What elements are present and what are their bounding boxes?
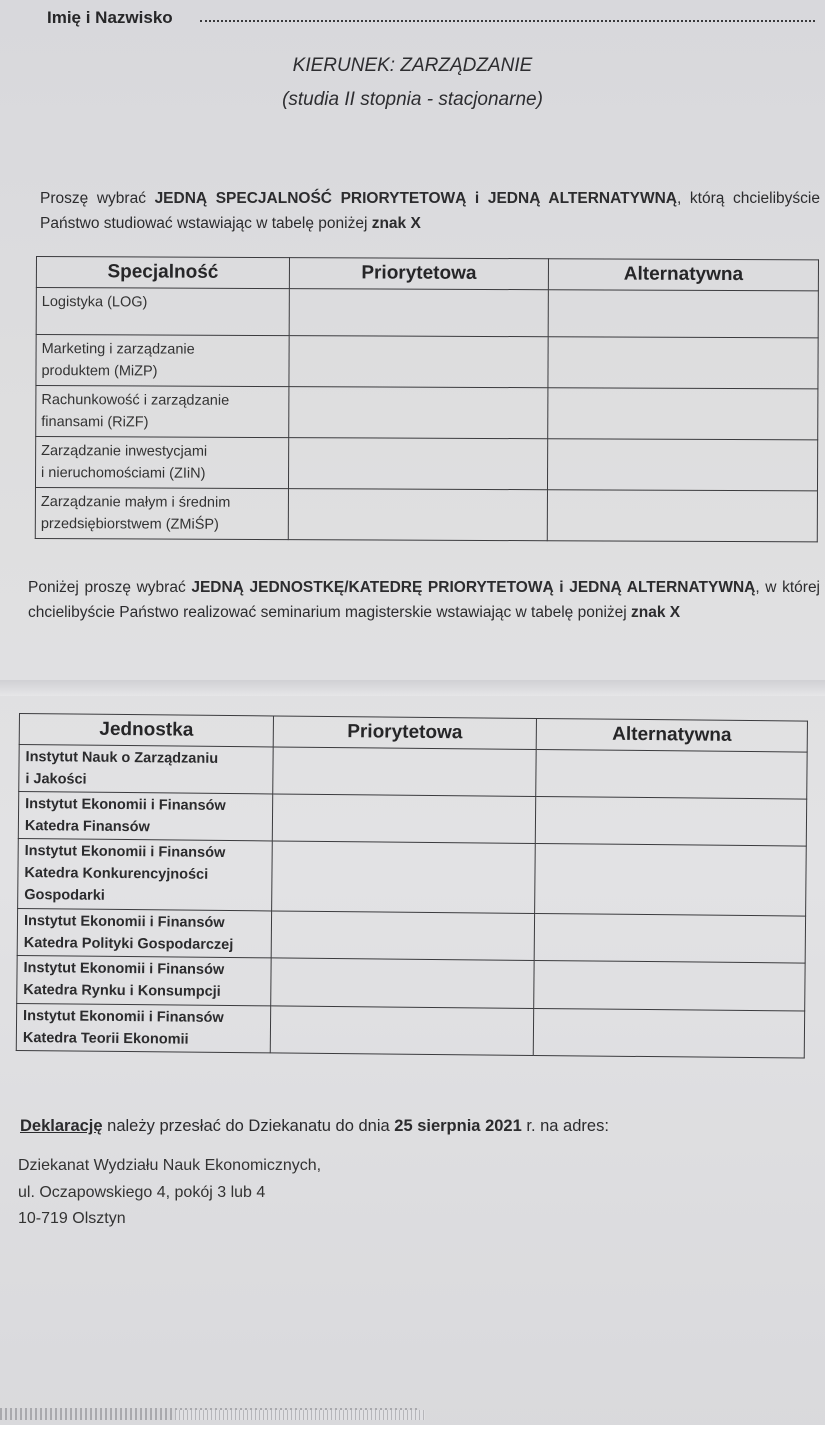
cell-line: produktem (MiZP) — [41, 363, 158, 380]
declaration-text: r. na adres: — [521, 1117, 609, 1135]
cell-line: Instytut Ekonomii i Finansów — [23, 1008, 224, 1026]
table-row — [18, 838, 807, 916]
header-unit: Jednostka — [19, 714, 273, 747]
specialty-name — [36, 386, 289, 438]
declaration-text: należy przesłać do Dziekanatu do dnia — [102, 1117, 395, 1135]
instruction-bold: znak X — [631, 604, 681, 621]
instruction-unit — [28, 575, 820, 625]
cell-line: Katedra Rynku i Konsumpcji — [23, 982, 221, 1000]
unit-name — [18, 792, 272, 841]
name-dotted-line — [200, 20, 815, 22]
priority-cell[interactable] — [272, 841, 536, 914]
table-row — [36, 335, 818, 389]
alternative-cell[interactable] — [548, 337, 818, 389]
cell-line: Katedra Finansów — [24, 818, 150, 836]
unit-name — [18, 838, 273, 910]
table-row — [17, 955, 805, 1011]
instruction-text: , którą chcielibyście Państwo studiować wstawiając w tabelę poniżej — [40, 190, 820, 232]
priority-cell[interactable] — [289, 336, 548, 388]
cell-line: przedsiębiorstwem (ZMiŚP) — [40, 516, 219, 533]
specialty-name — [36, 288, 289, 336]
torn-edge — [175, 1410, 425, 1420]
cell-line: Katedra Teorii Ekonomii — [22, 1030, 189, 1048]
cell-line: Marketing i zarządzanie — [41, 341, 195, 358]
instruction-specialty — [40, 186, 820, 236]
cell-line: Zarządzanie małym i średnim — [40, 494, 231, 511]
priority-cell[interactable] — [271, 958, 534, 1009]
header-specialty: Specjalność — [36, 257, 289, 289]
document-subtitle: (studia II stopnia - stacjonarne) — [282, 89, 543, 110]
header-alternative: Alternatywna — [548, 259, 818, 291]
cell-line: Instytut Nauk o Zarządzaniu — [25, 749, 219, 767]
instruction-bold: JEDNĄ SPECJALNOŚĆ PRIORYTETOWĄ i JEDNĄ ALTERNATYWNĄ — [154, 190, 677, 207]
address-line: 10-719 Olsztyn — [18, 1210, 126, 1227]
cell-line: i nieruchomościami (ZIiN) — [41, 465, 206, 482]
alternative-cell[interactable] — [548, 388, 818, 440]
instruction-text: Proszę wybrać — [40, 190, 155, 207]
cell-line: Instytut Ekonomii i Finansów — [23, 913, 225, 931]
header-priority: Priorytetowa — [289, 258, 548, 290]
specialty-name — [36, 335, 289, 387]
priority-cell[interactable] — [273, 747, 536, 797]
alternative-cell[interactable] — [548, 290, 818, 338]
unit-name — [19, 745, 273, 794]
cell-line: Instytut Ekonomii i Finansów — [24, 843, 226, 861]
table-row — [16, 1003, 804, 1058]
cell-line: finansami (RiZF) — [41, 414, 149, 431]
address-line: ul. Oczapowskiego 4, pokój 3 lub 4 — [18, 1184, 266, 1201]
unit-name — [17, 908, 271, 957]
deadline-date: 25 sierpnia 2021 — [394, 1117, 522, 1135]
header-priority: Priorytetowa — [273, 716, 536, 750]
instruction-bold: JEDNĄ JEDNOSTKĘ/KATEDRĘ PRIORYTETOWĄ i JEDNĄ ALTERNATYWNĄ — [191, 579, 756, 596]
instruction-text: , w której chcielibyście Państwo realizować seminarium magisterskie wstawiając w tabelę poniżej — [28, 579, 821, 621]
paper-fold — [0, 680, 825, 696]
priority-cell[interactable] — [270, 1006, 533, 1056]
table-row — [35, 487, 817, 541]
instruction-text: Poniżej proszę wybrać — [28, 579, 192, 596]
priority-cell[interactable] — [289, 387, 548, 439]
table-row — [36, 386, 818, 440]
table-row — [17, 908, 805, 963]
alternative-cell[interactable] — [535, 796, 806, 846]
table-row — [19, 745, 807, 800]
cell-line: Instytut Ekonomii i Finansów — [25, 796, 226, 814]
cell-line: Katedra Polityki Gospodarczej — [23, 935, 234, 954]
declaration-word: Deklarację — [20, 1117, 103, 1135]
cell-line: i Jakości — [25, 771, 87, 788]
cell-line: Zarządzanie inwestycjami — [41, 443, 208, 460]
table-row — [18, 792, 806, 847]
table-row — [35, 437, 817, 491]
priority-cell[interactable] — [288, 489, 547, 541]
document-title: KIERUNEK: ZARZĄDZANIE — [292, 55, 533, 76]
name-label: Imię i Nazwisko — [47, 8, 173, 27]
priority-cell[interactable] — [288, 438, 547, 490]
cell-line: Rachunkowość i zarządzanie — [41, 392, 230, 409]
alternative-cell[interactable] — [547, 490, 817, 542]
address-line: Dziekanat Wydziału Nauk Ekonomicznych, — [18, 1157, 322, 1174]
unit-name — [16, 1003, 270, 1052]
unit-name — [17, 955, 271, 1005]
specialty-table — [35, 256, 819, 542]
alternative-cell[interactable] — [534, 913, 805, 963]
priority-cell[interactable] — [271, 911, 534, 961]
cell-line: Instytut Ekonomii i Finansów — [23, 960, 225, 978]
alternative-cell[interactable] — [535, 843, 807, 916]
header-alternative: Alternatywna — [536, 718, 807, 752]
table-header-row — [36, 257, 818, 291]
unit-table — [16, 713, 808, 1059]
cell-line: Gospodarki — [24, 887, 105, 904]
alternative-cell[interactable] — [534, 960, 805, 1011]
table-row — [36, 288, 818, 338]
priority-cell[interactable] — [272, 794, 535, 844]
cell-line: Katedra Konkurencyjności — [24, 865, 209, 883]
specialty-name — [35, 437, 288, 489]
alternative-cell[interactable] — [547, 439, 817, 491]
declaration-line — [20, 1117, 609, 1136]
priority-cell[interactable] — [289, 289, 548, 337]
instruction-bold: znak X — [371, 215, 421, 232]
cell-line: Logistyka (LOG) — [41, 294, 148, 311]
bottom-margin — [0, 1425, 825, 1440]
alternative-cell[interactable] — [536, 749, 807, 799]
specialty-name — [35, 487, 288, 539]
alternative-cell[interactable] — [533, 1008, 804, 1058]
